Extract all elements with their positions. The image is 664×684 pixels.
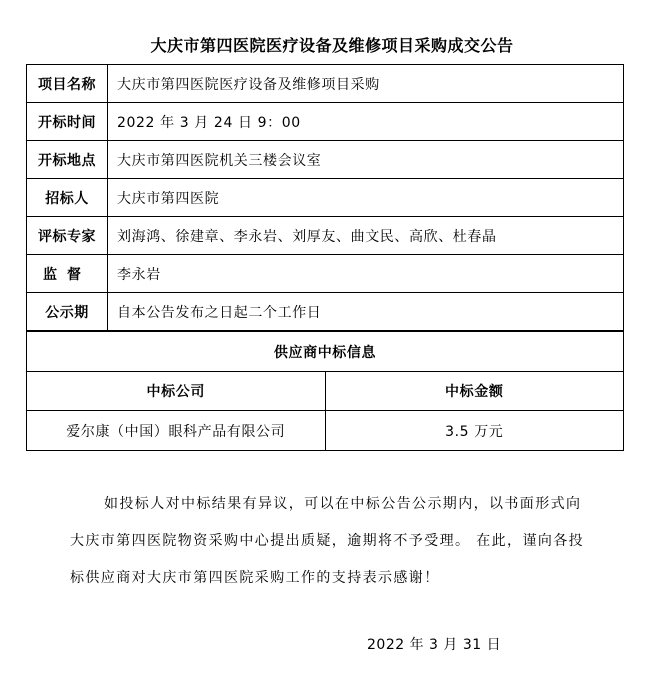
label-supervisor: 监督 [27, 255, 108, 293]
column-header-company: 中标公司 [27, 372, 326, 411]
column-header-amount: 中标金额 [325, 372, 624, 411]
winning-company: 爱尔康（中国）眼科产品有限公司 [27, 411, 326, 451]
label-publicity-period: 公示期 [27, 293, 108, 331]
project-info-table [26, 64, 624, 331]
winning-amount: 3.5 万元 [325, 411, 624, 451]
label-opening-time: 开标时间 [27, 103, 108, 141]
table-row [27, 372, 624, 411]
table-row [27, 179, 624, 217]
table-row [27, 411, 624, 451]
publish-date: 2022 年 3 月 31 日 [367, 637, 502, 653]
table-row [27, 65, 624, 103]
value-opening-location: 大庆市第四医院机关三楼会议室 [108, 141, 624, 179]
table-row [27, 217, 624, 255]
value-publicity-period: 自本公告发布之日起二个工作日 [108, 293, 624, 331]
notice-title: 大庆市第四医院医疗设备及维修项目采购成交公告 [150, 36, 514, 55]
value-project-name: 大庆市第四医院医疗设备及维修项目采购 [108, 65, 624, 103]
label-experts: 评标专家 [27, 217, 108, 255]
label-project-name: 项目名称 [27, 65, 108, 103]
supplier-heading: 供应商中标信息 [27, 332, 624, 372]
value-experts: 刘海鸿、徐建章、李永岩、刘厚友、曲文民、高欣、杜春晶 [108, 217, 624, 255]
table-row [27, 293, 624, 331]
objection-notice: 如投标人对中标结果有异议，可以在中标公告公示期内，以书面形式向大庆市第四医院物资采购中心提出质疑，逾期将不予受理。 在此，谨向各投标供应商对大庆市第四医院采购工作的支持表示感谢！ [70, 496, 585, 586]
label-opening-location: 开标地点 [27, 141, 108, 179]
value-tenderer: 大庆市第四医院 [108, 179, 624, 217]
value-supervisor: 李永岩 [108, 255, 624, 293]
table-row [27, 332, 624, 372]
table-row [27, 103, 624, 141]
supplier-info-table [26, 331, 624, 451]
table-row [27, 255, 624, 293]
label-tenderer: 招标人 [27, 179, 108, 217]
table-row [27, 141, 624, 179]
value-opening-time: 2022 年 3 月 24 日 9：00 [108, 103, 624, 141]
